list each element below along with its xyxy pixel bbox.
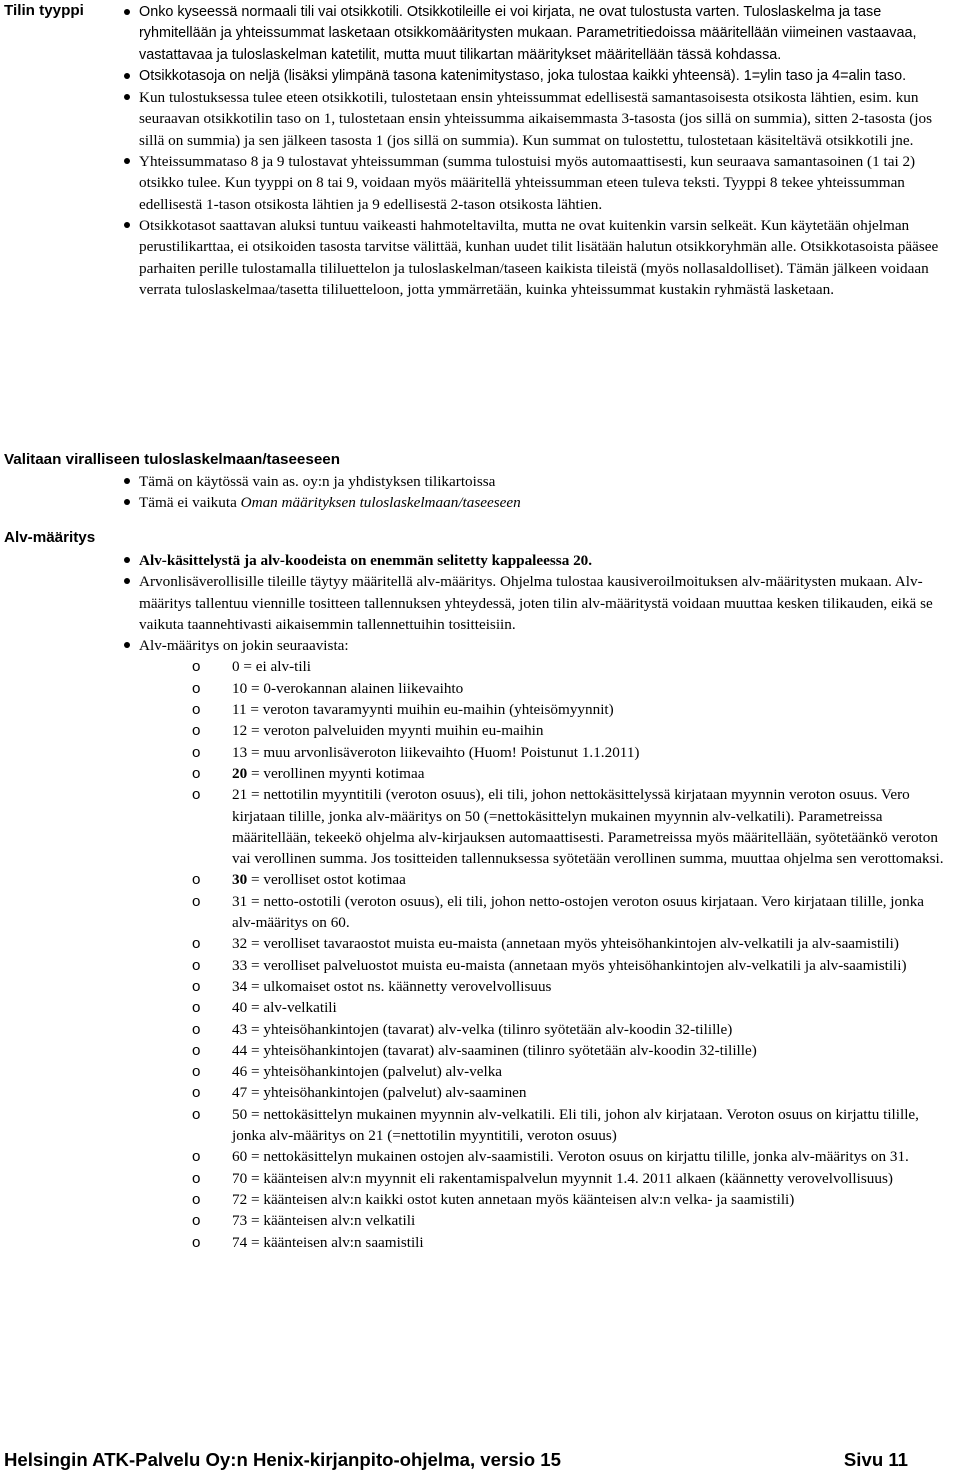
alv-code-list	[139, 656, 950, 1252]
list-item-italic-text: Oman määrityksen tuloslaskelmaan/taseeseen	[240, 494, 521, 512]
section-alv-maaritys	[121, 550, 950, 1253]
alv-code-item	[185, 763, 950, 784]
alv-code-item: o 34 = ulkomaiset ostot ns. käännetty verovelvollisuus	[185, 976, 950, 997]
alv-code-item: o 13 = muu arvonlisäveroton liikevaihto (Huom! Poistunut 1.1.2011)	[185, 742, 950, 763]
alv-code-item: o 47 = yhteisöhankintojen (palvelut) alv-saaminen	[185, 1082, 950, 1103]
list-item	[121, 635, 950, 1253]
section-tilin-tyyppi	[121, 2, 950, 300]
page-footer	[4, 1448, 908, 1472]
alv-code-item: o 33 = verolliset palveluostot muista eu-maista (annetaan myös yhteisöhankintojen alv-velkatili ja alv-saamistili)	[185, 955, 950, 976]
alv-code-item: o 32 = verolliset tavaraostot muista eu-maista (annetaan myös yhteisöhankintojen alv-velkatili ja alv-saamistili)	[185, 933, 950, 954]
alv-code-item: o 73 = käänteisen alv:n velkatili	[185, 1210, 950, 1231]
alv-code-text: = verollinen myynti kotimaa	[250, 764, 425, 782]
section-valitaan	[121, 471, 950, 514]
list-item: Tämä on käytössä vain as. oy:n ja yhdistyksen tilikartoissa	[121, 471, 950, 492]
list-item: Yhteissummataso 8 ja 9 tulostavat yhteissumman (summa tulostuisi myös automaattisesti, kun seuraava samantasoinen (1 tai 2) otsikko tulee. Kun tyyppi on 8 tai 9, voidaan myös määritellä yhteissumman eteen tuleva teksti. Tyyppi 8 tekee yhteissumman edellisestä 1-tason otsikosta lähtien ja 9 edellisestä 2-tason otsikosta lähtien.	[121, 151, 950, 215]
list-item: Otsikkotasot saattavan aluksi tuntuu vaikeasti hahmoteltavilta, mutta ne ovat kuitenkin varsin selkeät. Kun käytetään ohjelman perustilikarttaa, ei otsikoiden tasosta tarvitse välittää, kunhan uudet tilit lisätään halutun otsikkoryhmän alle. Otsikkotasoista pääsee parhaiten perille tulostamalla tililuettelon ja tuloslaskelman/taseen kaikista tileistä (myös nollasaldolliset). Tämän jälkeen voidaan verrata tuloslaskelmaa/tasetta tililuetteloon, jotta ymmärretään, kuinka yhteissummat kustakin ryhmästä lasketaan.	[121, 215, 950, 300]
alv-code-item: o 0 = ei alv-tili	[185, 656, 950, 677]
alv-code-item: o 60 = nettokäsittelyn mukainen ostojen alv-saamistili. Veroton osuus on kirjattu tilille, jonka alv-määritys on 31.	[185, 1146, 950, 1167]
alv-code-item: o 21 = nettotilin myyntitili (veroton osuus), eli tili, johon nettokäsittelyssä kirjataan myynnin veroton osuus. Vero kirjataan tilille, jonka alv-määritys on 50 (=nettokäsittelyn mukainen myynnin alv-velkatili). Parametreissa määritellään, tekeekö ohjelma alv-kirjauksen automaattisesti. Parametreissa myös määritellään, syötetäänkö veroton vai verollinen summa. Jos tositteiden tallennuksessa syötetään verollinen summa, muuttaa ohjelma sen verottomaksi.	[185, 784, 950, 869]
alv-code-item: o 46 = yhteisöhankintojen (palvelut) alv-velka	[185, 1061, 950, 1082]
alv-code-item: o 50 = nettokäsittelyn mukainen myynnin alv-velkatili. Eli tili, johon alv kirjataan. Veroton osuus on kirjattu tilille, jonka alv-määritys on 21 (=nettotilin myyntitili, veroton osuus)	[185, 1104, 950, 1147]
list-item: Arvonlisäverollisille tileille täytyy määritellä alv-määritys. Ohjelma tulostaa kausiveroilmoituksen alv-määritysten mukaan. Alv-määritys tallentuu viennille tositteen tallennuksen yhteydessä, joten tilin alv-määritystä voidaan muuttaa kesken tilikauden, eikä se vaikuta taannehtivasti aikaisemmin tallennettuihin tositteisiin.	[121, 571, 950, 635]
alv-code-item: o 10 = 0-verokannan alainen liikevaihto	[185, 678, 950, 699]
list-item-text: Tämä ei vaikuta	[139, 494, 241, 512]
alv-code-item: o 72 = käänteisen alv:n kaikki ostot kuten annetaan myös käänteisen alv:n velka- ja saamistili)	[185, 1189, 950, 1210]
alv-code-item	[185, 869, 950, 890]
alv-code-item: o 40 = alv-velkatili	[185, 997, 950, 1018]
list-item: Otsikkotasoja on neljä (lisäksi ylimpänä tasona katenimitystaso, joka tulostaa kaikki yhteensä). 1=ylin taso ja 4=alin taso.	[121, 66, 950, 87]
section-heading-valitaan: Valitaan viralliseen tuloslaskelmaan/taseeseen	[4, 451, 341, 468]
list-item	[121, 492, 950, 513]
alv-code-number: 20	[232, 764, 248, 782]
page-number: Sivu 11	[843, 1449, 908, 1470]
alv-code-item: o 74 = käänteisen alv:n saamistili	[185, 1232, 950, 1253]
section-heading-alv-maaritys: Alv-määritys	[4, 529, 96, 546]
alv-code-item: o 11 = veroton tavaramyynti muihin eu-maihin (yhteisömyynnit)	[185, 699, 950, 720]
alv-code-number: 30	[232, 871, 248, 889]
alv-code-item: o 31 = netto-ostotili (veroton osuus), eli tili, johon netto-ostojen veroton osuus kirjataan. Vero kirjataan tilille, jonka alv-määritys on 60.	[185, 891, 950, 934]
alv-code-item: o 44 = yhteisöhankintojen (tavarat) alv-saaminen (tilinro syötetään alv-koodin 32-tilille)	[185, 1040, 950, 1061]
bullet-list	[121, 471, 950, 514]
list-item: Kun tulostuksessa tulee eteen otsikkotili, tulostetaan ensin yhteissummat edellisestä samantasoisesta otsikosta lähtien, esim. kun seuraavan otsikkotilin taso on 1, tulostetaan ensin yhteissumma aikaisemmasta 3-tasosta (jos sillä on summia), sitten 2-tasosta (jos sillä on summia) ja sen jälkeen tasosta 1 (jos sillä on summia). Kun summat on tulostettu, tulostetaan käsiteltävä otsikkotili jne.	[121, 87, 950, 151]
alv-code-item: o 43 = yhteisöhankintojen (tavarat) alv-velka (tilinro syötetään alv-koodin 32-tilille)	[185, 1019, 950, 1040]
alv-code-text: = verolliset ostot kotimaa	[250, 871, 406, 889]
alv-code-item: o 12 = veroton palveluiden myynti muihin eu-maihin	[185, 720, 950, 741]
footer-title: Helsingin ATK-Palvelu Oy:n Henix-kirjanpito-ohjelma, versio 15	[4, 1449, 561, 1470]
alv-code-item: o 70 = käänteisen alv:n myynnit eli rakentamispalvelun myynnit 1.4. 2011 alkaen (käännetty verovelvollisuus)	[185, 1168, 950, 1189]
bullet-list	[121, 550, 950, 1253]
list-item: Alv-käsittelystä ja alv-koodeista on enemmän selitetty kappaleessa 20.	[121, 550, 950, 571]
section-heading-tilin-tyyppi: Tilin tyyppi	[4, 2, 84, 19]
bullet-list	[121, 2, 950, 300]
list-item: Onko kyseessä normaali tili vai otsikkotili. Otsikkotileille ei voi kirjata, ne ovat tulostusta varten. Tuloslaskelma ja tase ryhmitellään ja yhteissummat lasketaan otsikkomääritysten mukaan. Parametritiedoissa määritellään viimeinen vastaavaa, vastattavaa ja tuloslaskelman katetilit, mutta muut tilikartan määritykset määritellään tässä kohdassa.	[121, 2, 950, 66]
list-item-text: Alv-määritys on jokin seuraavista:	[139, 637, 349, 655]
